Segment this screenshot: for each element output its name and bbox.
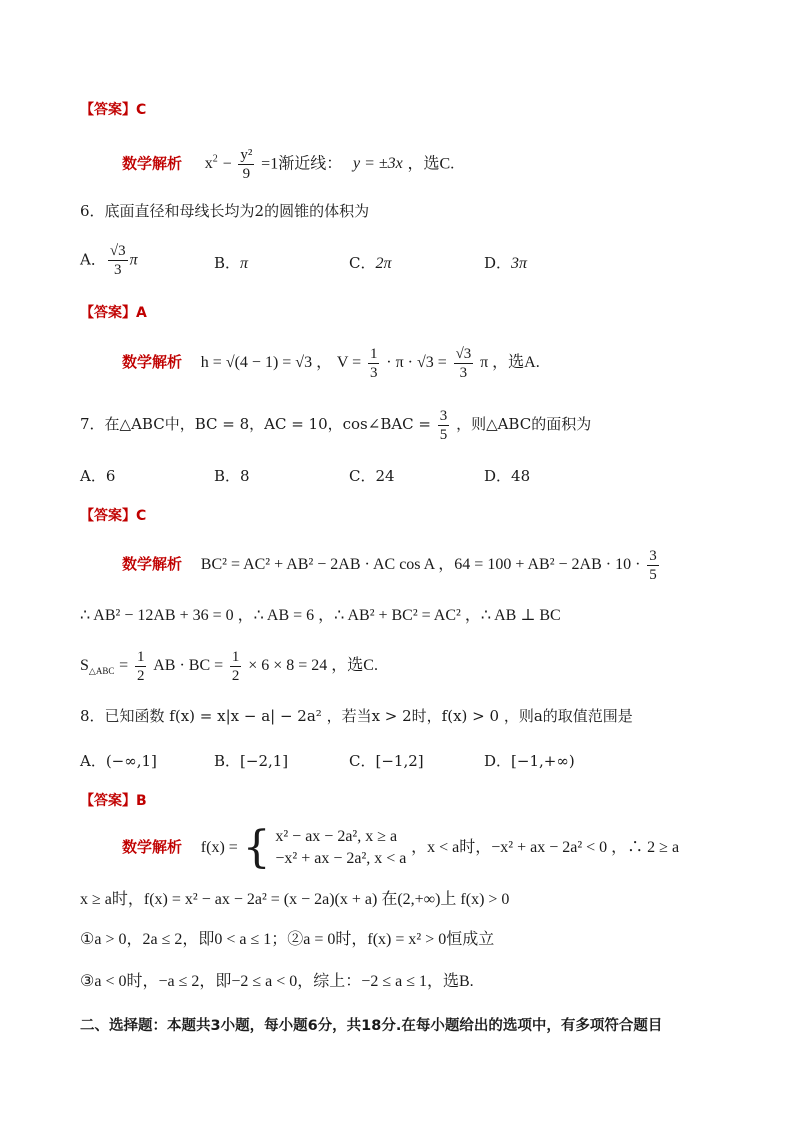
q6-option-a: A． $\frac{√3}{3}$ π	[80, 243, 138, 278]
analysis-label: 数学解析	[122, 154, 183, 173]
solution-q6-frac2: $\frac{√3}{3}$	[455, 345, 472, 381]
solution-q6-frac1: $\frac{1}{3}$	[369, 345, 378, 381]
analysis-label: 数学解析	[122, 555, 183, 573]
solution-q8-line4: ③a < 0时，−a ≤ 2，即−2 ≤ a < 0，综上：−2 ≤ a ≤ 1，选B.	[80, 973, 474, 990]
section-2-heading: 二、选择题：本题共3小题，每小题6分，共18分.在每小题给出的选项中，有多项符合题目	[80, 1018, 663, 1034]
solution-q6-mid: · π · √3 =	[386, 354, 447, 371]
answer-label-q5: 【答案】C	[80, 102, 147, 118]
solution-q5-fraction: $\frac{\text{y²}}{9}$	[240, 146, 253, 182]
solution-q8-line2: x ≥ a时，f(x) = x² − ax − 2a² = (x − 2a)(x + a) 在(2,+∞)上 f(x) > 0	[80, 891, 510, 908]
q8-option-a: A．(−∞,1]	[80, 752, 157, 770]
analysis-label: 数学解析	[122, 838, 183, 856]
q6-option-b: B．π	[214, 254, 249, 272]
q8-option-b: B．[−2,1]	[214, 752, 289, 770]
solution-q7-line1: 数学解析 BC² = AC² + AB² − 2AB · AC cos A ，64 = 100 + AB² − 2AB · 10 · $\frac{3}{5}$	[122, 547, 657, 583]
answer-label-q8: 【答案】B	[80, 793, 147, 809]
solution-q6-height: h = √(4 − 1) = √3 ，	[200, 354, 333, 371]
solution-q5-minus: −	[222, 155, 232, 173]
q7-option-a: A．6	[80, 467, 116, 485]
solution-q5-rest: =1渐近线：	[261, 155, 343, 173]
solution-q5-asymptote: y = ±3x	[352, 155, 403, 173]
q8-option-c: C．[−1,2]	[349, 752, 424, 770]
solution-q8-line1: 数学解析 f(x) = { x² − ax − 2a², x ≥ a −x² + ax − 2a², x < a ，x < a时，−x² + ax − 2a² < 0 ，∴ 2 ≥ a	[122, 822, 680, 873]
q7-option-d: D．48	[484, 467, 531, 485]
question-8-stem: 8．已知函数 f(x) = x|x − a| − 2a² ，若当x > 2时，f(x) > 0 ，则a的取值范围是	[80, 707, 633, 725]
answer-label-q7: 【答案】C	[80, 508, 147, 524]
q8-option-d: D．[−1,+∞)	[484, 752, 575, 770]
solution-q8-line3: ①a > 0，2a ≤ 2，即0 < a ≤ 1；②a = 0时，f(x) = x² > 0恒成立	[80, 931, 495, 948]
solution-q7-line2: ∴ AB² − 12AB + 36 = 0 ，∴ AB = 6 ，∴ AB² + BC² = AC² ，∴ AB ⊥ BC	[80, 607, 561, 624]
solution-q6-end: π ，选A.	[480, 354, 540, 371]
question-7-stem: 7．在△ABC中，BC = 8，AC = 10，cos∠BAC = $\frac{3}{5}$ ，则△ABC的面积为	[80, 407, 592, 443]
q7-option-b: B．8	[214, 467, 250, 485]
analysis-label: 数学解析	[122, 353, 183, 371]
solution-q5-end: ，选C.	[407, 155, 455, 173]
piecewise-cases: x² − ax − 2a², x ≥ a −x² + ax − 2a², x < a	[275, 828, 407, 867]
q7-option-c: C．24	[349, 467, 395, 485]
answer-label-q6: 【答案】A	[80, 305, 147, 321]
solution-q6	[122, 342, 540, 383]
q6-option-c: C．2π	[349, 254, 392, 272]
solution-q5	[122, 143, 454, 183]
solution-q7-line3: $S_{\triangle ABC}$ = $\frac{1}{2}$ AB · BC = $\frac{1}{2}$ × 6 × 8 = 24 ，选C.	[80, 648, 378, 684]
solution-q5-x: $x^2$	[204, 154, 218, 173]
solution-q6-volume: V =	[336, 354, 362, 371]
question-6-stem: 6．底面直径和母线长均为2的圆锥的体积为	[80, 202, 370, 220]
q6-option-d: D．3π	[484, 254, 528, 272]
